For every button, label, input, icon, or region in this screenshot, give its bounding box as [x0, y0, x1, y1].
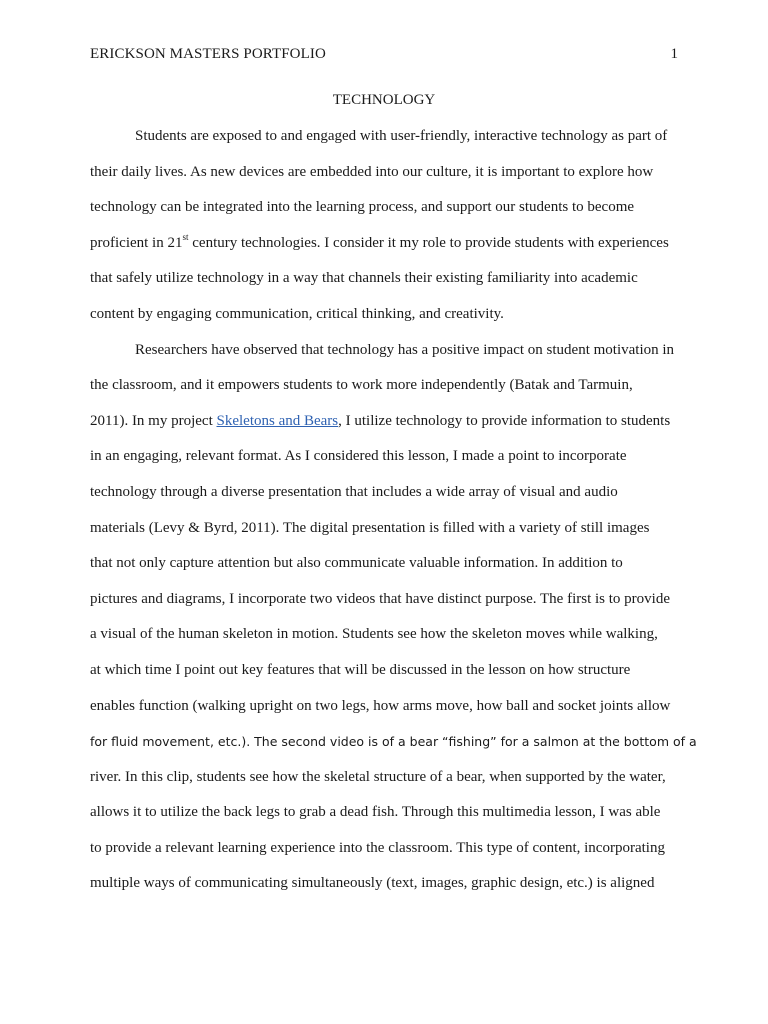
- paragraph-line: content by engaging communication, critical thinking, and creativity.: [90, 305, 504, 322]
- paragraph-line: technology through a diverse presentation that includes a wide array of visual and audio: [90, 483, 618, 500]
- line-text: century technologies. I consider it my role to provide students with experiences: [188, 234, 669, 251]
- body-text: [90, 119, 697, 902]
- paragraph-line: the classroom, and it empowers students to work more independently (Batak and Tarmuin,: [90, 377, 633, 394]
- paragraph-line: multiple ways of communicating simultaneously (text, images, graphic design, etc.) is aligned: [90, 875, 655, 892]
- paragraph-line: that not only capture attention but also communicate valuable information. In addition to: [90, 555, 623, 572]
- paragraph-line: to provide a relevant learning experience into the classroom. This type of content, incorporating: [90, 839, 665, 856]
- paragraph-line: in an engaging, relevant format. As I considered this lesson, I made a point to incorporate: [90, 448, 627, 465]
- running-head: ERICKSON MASTERS PORTFOLIO: [90, 46, 326, 62]
- page-number: 1: [670, 46, 678, 62]
- paragraph-line: a visual of the human skeleton in motion. Students see how the skeleton moves while walking,: [90, 626, 658, 643]
- paragraph-line: that safely utilize technology in a way that channels their existing familiarity into academic: [90, 270, 638, 287]
- paragraph-line: Researchers have observed that technology has a positive impact on student motivation in: [135, 341, 675, 358]
- line-text: 2011). In my project: [90, 412, 217, 429]
- paragraph-line: pictures and diagrams, I incorporate two videos that have distinct purpose. The first is to provide: [90, 590, 670, 607]
- superscript: st: [182, 231, 189, 242]
- paragraph-line: allows it to utilize the back legs to grab a dead fish. Through this multimedia lesson, I was able: [90, 804, 661, 821]
- paragraph-line: materials (Levy & Byrd, 2011). The digital presentation is filled with a variety of still images: [90, 519, 650, 536]
- line-text: proficient in 21: [90, 234, 183, 251]
- paragraph-line: at which time I point out key features that will be discussed in the lesson on how structure: [90, 661, 631, 678]
- paragraph-line: their daily lives. As new devices are embedded into our culture, it is important to explore how: [90, 163, 654, 180]
- paragraph-line: enables function (walking upright on two legs, how arms move, how ball and socket joints allow: [90, 697, 671, 714]
- paragraph-line: [90, 404, 686, 440]
- paragraph-line: for fluid movement, etc.). The second video is of a bear “fishing” for a salmon at the bottom of a: [90, 734, 697, 750]
- paragraph-line: [90, 226, 686, 262]
- paragraph-line: Students are exposed to and engaged with user-friendly, interactive technology as part of: [135, 128, 668, 144]
- skeletons-and-bears-link[interactable]: Skeletons and Bears: [216, 412, 339, 429]
- section-title: TECHNOLOGY: [332, 92, 436, 108]
- paragraph-line: technology can be integrated into the learning process, and support our students to become: [90, 199, 635, 216]
- paragraph-line: river. In this clip, students see how the skeletal structure of a bear, when supported by the water,: [90, 768, 666, 785]
- line-text: , I utilize technology to provide information to students: [338, 412, 671, 429]
